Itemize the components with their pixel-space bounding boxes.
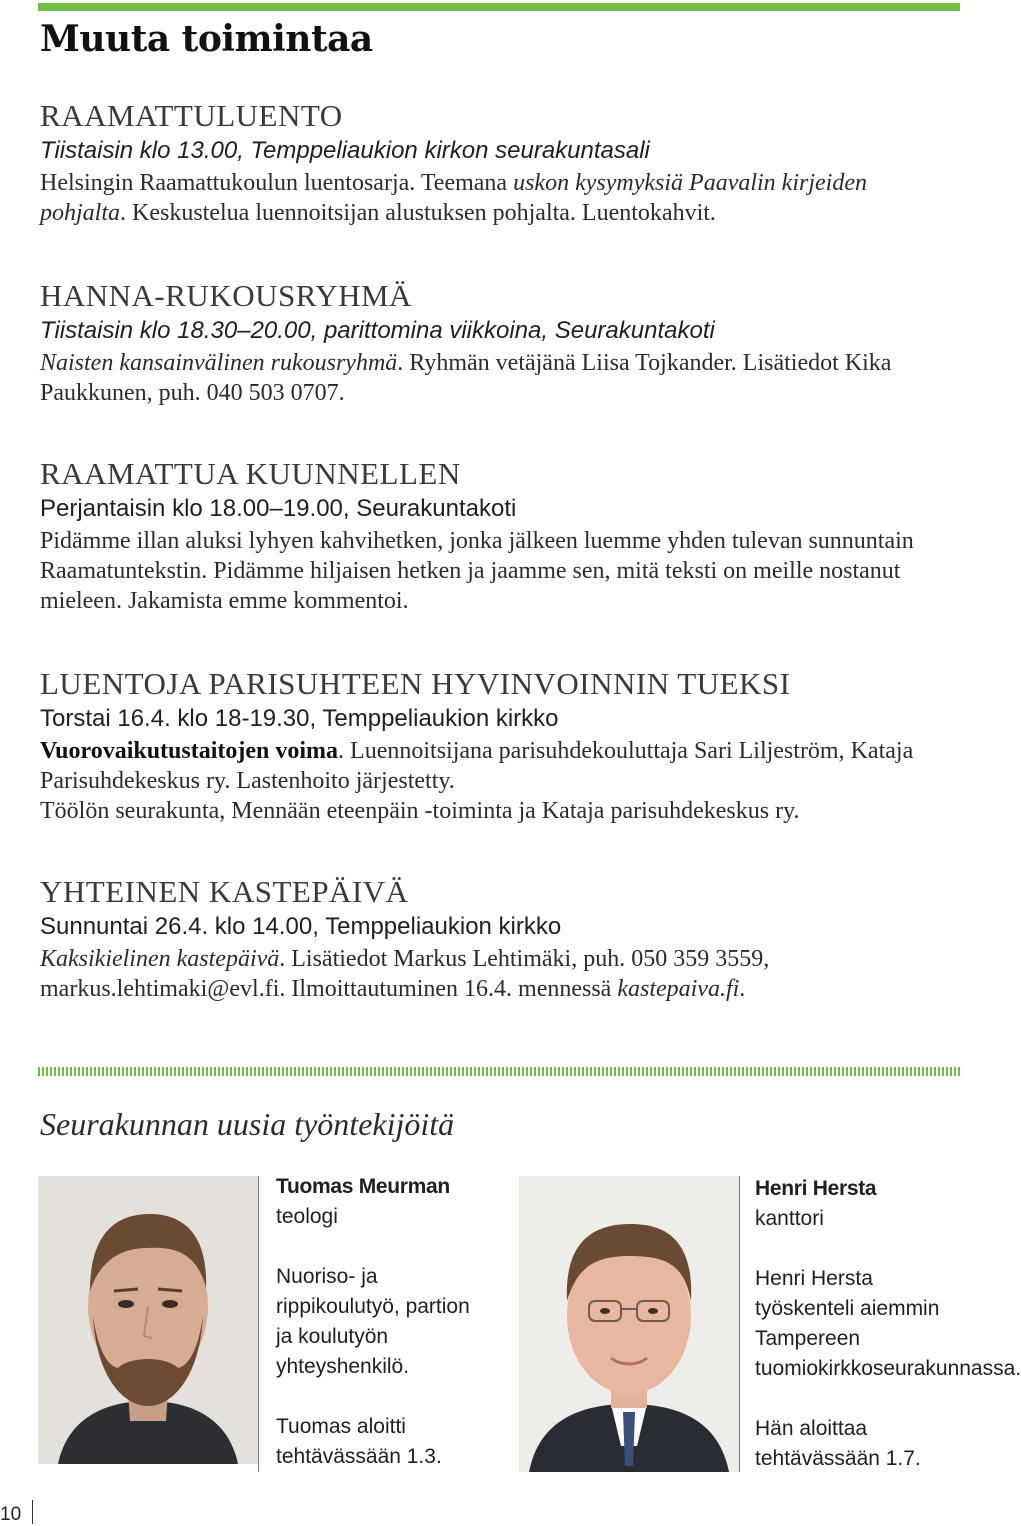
person-start-date: Tuomas aloitti tehtävässään 1.3. (276, 1415, 442, 1468)
section-hanna-rukousryhma (40, 278, 940, 408)
page-title: Muuta toimintaa (40, 18, 373, 60)
person-role: teologi (276, 1205, 338, 1228)
section-subtitle: Tiistaisin klo 18.30–20.00, parittomina viikkoina, Seurakuntakoti (40, 317, 715, 344)
section-heading: HANNA-RUKOUSRYHMÄ (40, 278, 412, 313)
body-text: . Keskustelua luennoitsijan alustuksen pohjalta. Luentokahvit. (120, 200, 716, 226)
section-subtitle: Tiistaisin klo 13.00, Temppeliaukion kirkon seurakuntasali (40, 137, 650, 164)
person-name: Tuomas Meurman (276, 1175, 450, 1198)
person-description: Henri Hersta työskenteli aiemmin Tampereen tuomiokirkkoseurakunnassa. (755, 1267, 1021, 1380)
section-body (40, 944, 940, 1004)
section-subtitle: Torstai 16.4. klo 18-19.30, Temppeliaukion kirkko (40, 705, 559, 732)
body-emphasis: uskon kysymyksiä Paavalin kirjeiden pohjalta (40, 170, 867, 226)
person-card-henri (755, 1174, 1021, 1474)
person-card-tuomas (276, 1172, 486, 1472)
portrait-illustration (519, 1176, 739, 1472)
body-emphasis: Naisten kansainvälinen rukousryhmä (40, 350, 398, 376)
body-text: . Luennoitsijana parisuhdekouluttaja Sari Liljeström, Kataja Parisuhdekeskus ry. Lastenhoito järjestetty. (40, 738, 914, 794)
section-body (40, 736, 940, 826)
section-yhteinen-kastepaiva (40, 874, 940, 1004)
section-raamattua-kuunnellen (40, 456, 940, 616)
section-raamattuluento (40, 98, 940, 228)
body-bold: Vuorovaikutustaitojen voima (40, 738, 339, 764)
section-heading: LUENTOJA PARISUHTEEN HYVINVOINNIN TUEKSI (40, 666, 791, 701)
body-text: Helsingin Raamattukoulun luentosarja. Teemana (40, 170, 514, 196)
dotted-green-divider (38, 1067, 960, 1076)
section-body: Pidämme illan aluksi lyhyen kahvihetken, jonka jälkeen luemme yhden tulevan sunnuntain Raamatuntekstin. Pidämme hiljaisen hetken ja jaamme sen, mitä teksti on meille nostanut mieleen. Jakamista emme kommentoi. (40, 528, 914, 614)
person-start-date: Hän aloittaa tehtävässään 1.7. (755, 1417, 921, 1470)
person-role: kanttori (755, 1207, 824, 1230)
section-heading: RAAMATTULUENTO (40, 98, 343, 133)
body-emphasis: Kaksikielinen kastepäivä (40, 946, 280, 972)
section-body (40, 348, 940, 408)
page-number-rule (32, 1500, 33, 1524)
portrait-illustration (38, 1176, 258, 1464)
photo-tuomas-meurman (38, 1176, 258, 1464)
person-description: Nuoriso- ja rippikoulutyö, partion ja koulutyön yhteyshenkilö. (276, 1265, 470, 1378)
body-text: . Ryhmän vetäjänä Liisa Tojkander. Lisätiedot Kika Paukkunen, puh. 040 503 0707. (40, 350, 892, 406)
body-emphasis: kastepaiva.fi (617, 976, 740, 1002)
section-subtitle: Sunnuntai 26.4. klo 14.00, Temppeliaukion kirkko (40, 913, 562, 940)
section-luentoja-parisuhteen (40, 666, 940, 826)
body-text: . (739, 976, 746, 1002)
top-green-rule (38, 3, 960, 11)
photo-henri-hersta (519, 1176, 739, 1472)
body-text: Töölön seurakunta, Mennään eteenpäin -toiminta ja Kataja parisuhdekeskus ry. (40, 798, 800, 824)
section-heading: RAAMATTUA KUUNNELLEN (40, 456, 461, 491)
body-text: . Lisätiedot Markus Lehtimäki, puh. 050 359 3559, markus.lehtimaki@evl.fi. Ilmoittautuminen 16.4. mennessä (40, 946, 770, 1002)
section-heading: YHTEINEN KASTEPÄIVÄ (40, 874, 409, 909)
section-subtitle: Perjantaisin klo 18.00–19.00, Seurakuntakoti (40, 495, 517, 522)
photo-divider-line (739, 1176, 740, 1472)
person-name: Henri Hersta (755, 1177, 877, 1200)
section-body (40, 168, 940, 228)
staff-section-title: Seurakunnan uusia työntekijöitä (40, 1106, 455, 1142)
page-number: 10 (0, 1504, 22, 1525)
photo-divider-line (258, 1176, 259, 1472)
